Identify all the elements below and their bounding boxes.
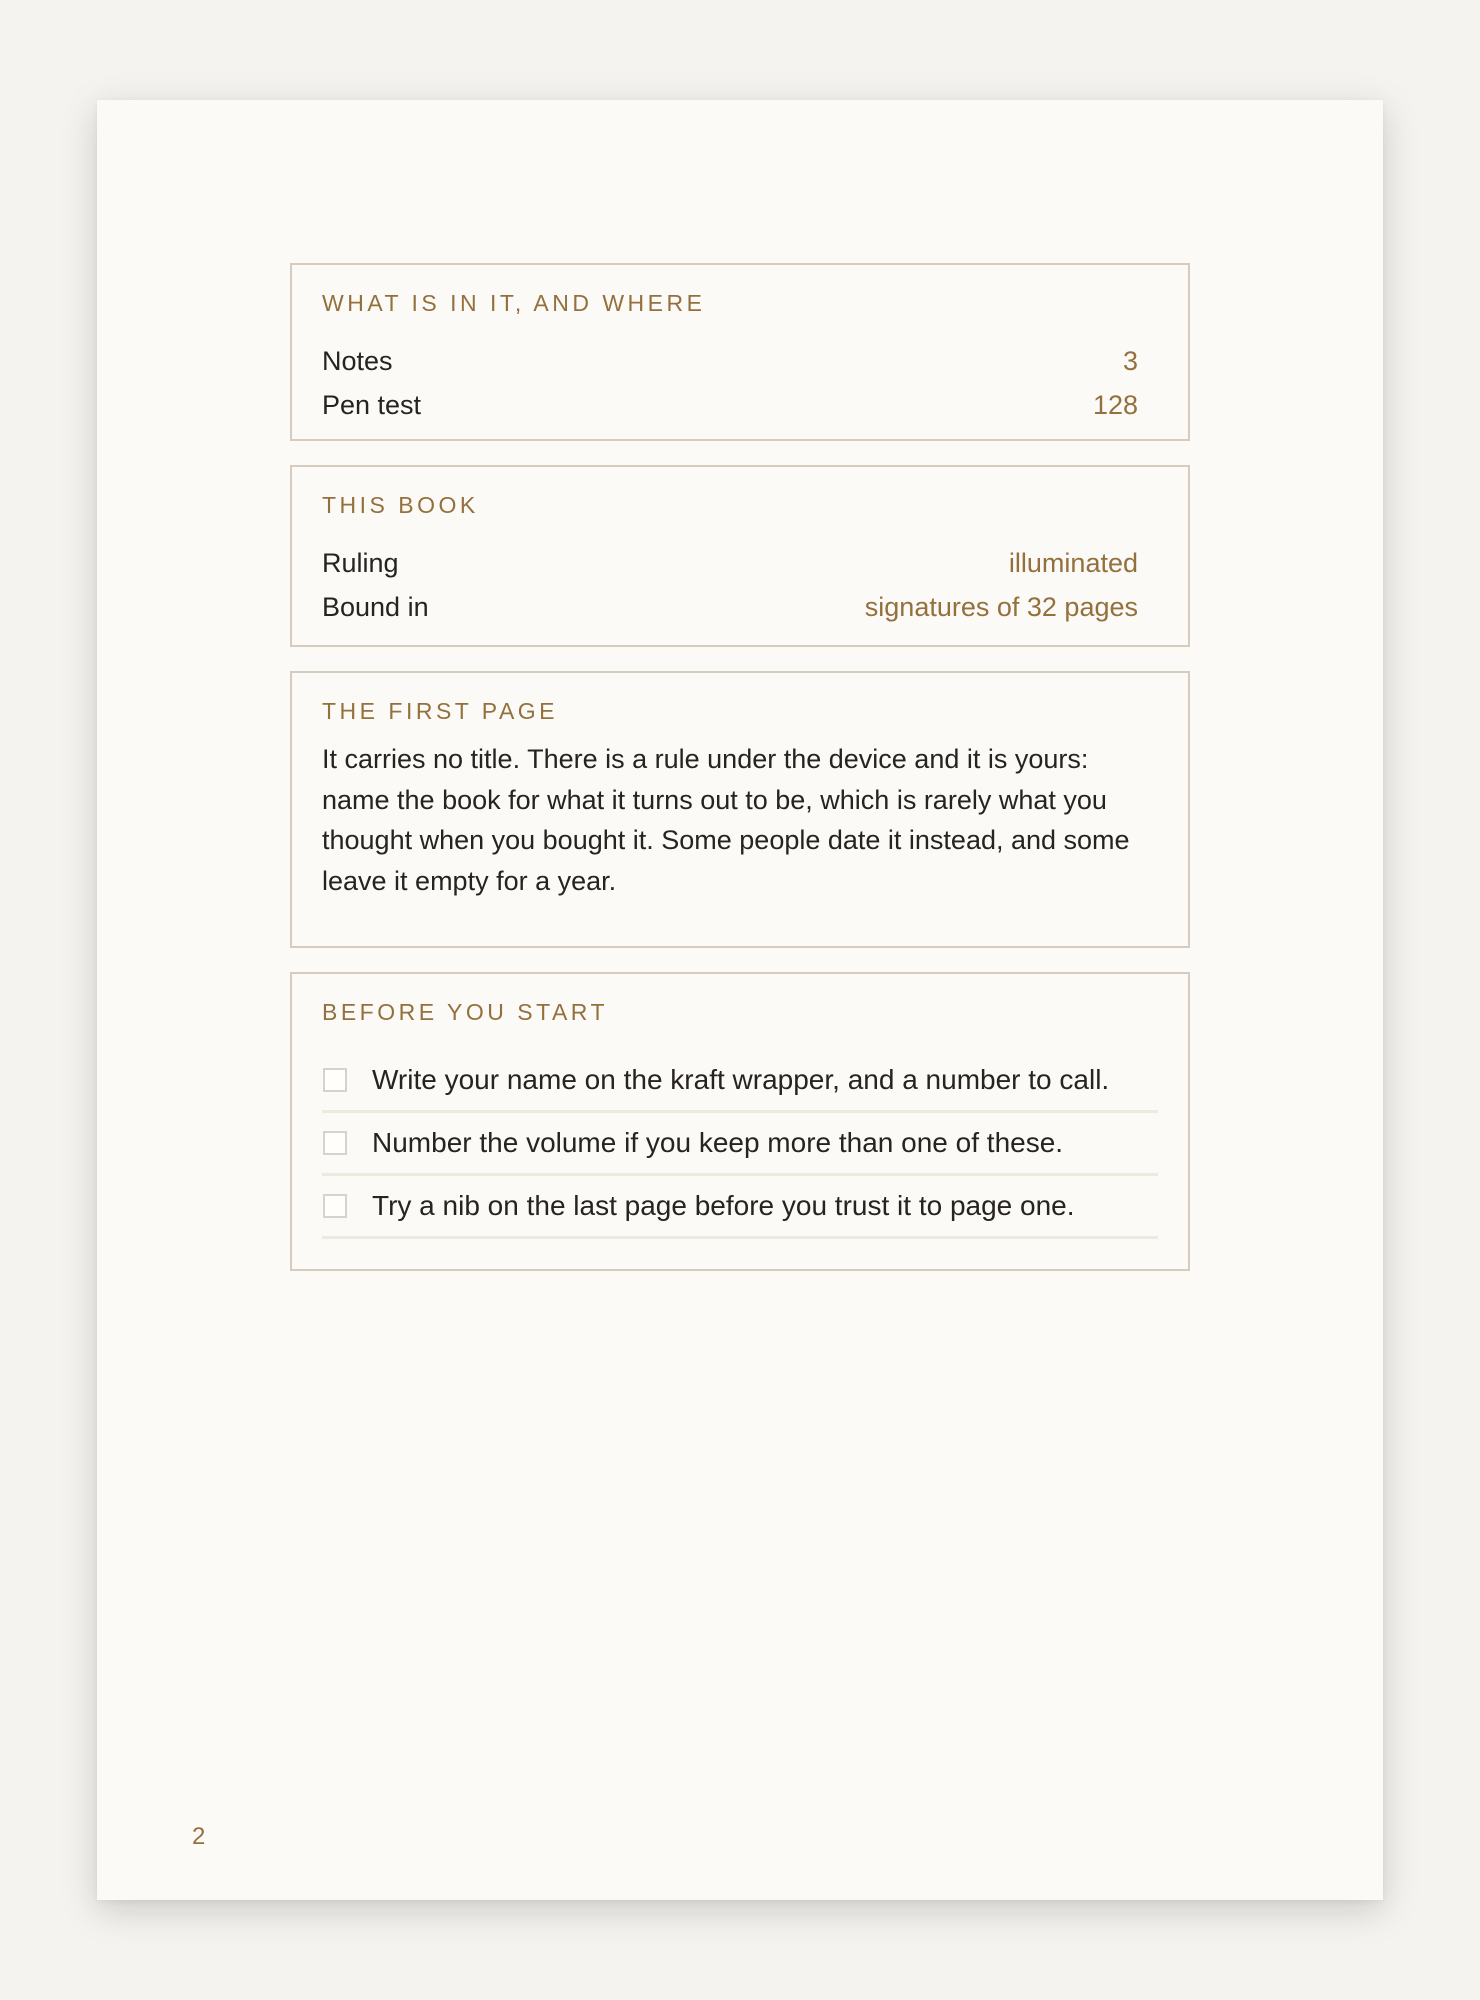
book-value-bound-in: signatures of 32 pages	[864, 592, 1138, 622]
book-label-ruling: Ruling	[322, 548, 399, 578]
book-details-section	[290, 465, 1190, 647]
first-page-description: It carries no title. There is a rule under the device and it is yours: name the book for what it turns out to be, which is rarely what you thought when you bought it. Some people date it instead, and some leave it empty for a year.	[322, 744, 1130, 896]
book-label-bound-in: Bound in	[322, 592, 429, 622]
page-content	[290, 263, 1190, 1295]
first-page-title: THE FIRST PAGE	[322, 698, 559, 724]
checklist-item-label: Write your name on the kraft wrapper, and a number to call.	[372, 1064, 1110, 1095]
checklist	[322, 1050, 1158, 1239]
contents-label-notes: Notes	[322, 346, 393, 376]
book-value-ruling: illuminated	[1008, 548, 1138, 578]
contents-row-notes	[322, 339, 1158, 383]
checkbox-unchecked[interactable]	[323, 1131, 347, 1155]
contents-label-pen-test: Pen test	[322, 390, 422, 420]
checklist-item-label: Number the volume if you keep more than one of these.	[372, 1127, 1064, 1158]
checklist-item-number-volume[interactable]	[322, 1113, 1158, 1176]
checklist-item-name-wrapper[interactable]	[322, 1050, 1158, 1113]
contents-page-pen-test: 128	[1092, 390, 1138, 420]
contents-row-pen-test	[322, 383, 1158, 427]
first-page-section	[290, 671, 1190, 948]
checklist-item-try-nib[interactable]	[322, 1176, 1158, 1239]
book-details-title: THIS BOOK	[322, 492, 479, 518]
contents-section	[290, 263, 1190, 441]
before-you-start-title: BEFORE YOU START	[322, 999, 609, 1025]
page-number: 2	[192, 1823, 206, 1850]
before-you-start-section	[290, 972, 1190, 1271]
book-row-ruling	[322, 541, 1158, 585]
checklist-item-label: Try a nib on the last page before you trust it to page one.	[372, 1190, 1075, 1221]
notebook-page	[97, 100, 1383, 1900]
checkbox-unchecked[interactable]	[323, 1068, 347, 1092]
checkbox-unchecked[interactable]	[323, 1194, 347, 1218]
contents-page-notes: 3	[1122, 346, 1138, 376]
contents-title: WHAT IS IN IT, AND WHERE	[322, 290, 706, 316]
book-row-bound-in	[322, 585, 1158, 629]
